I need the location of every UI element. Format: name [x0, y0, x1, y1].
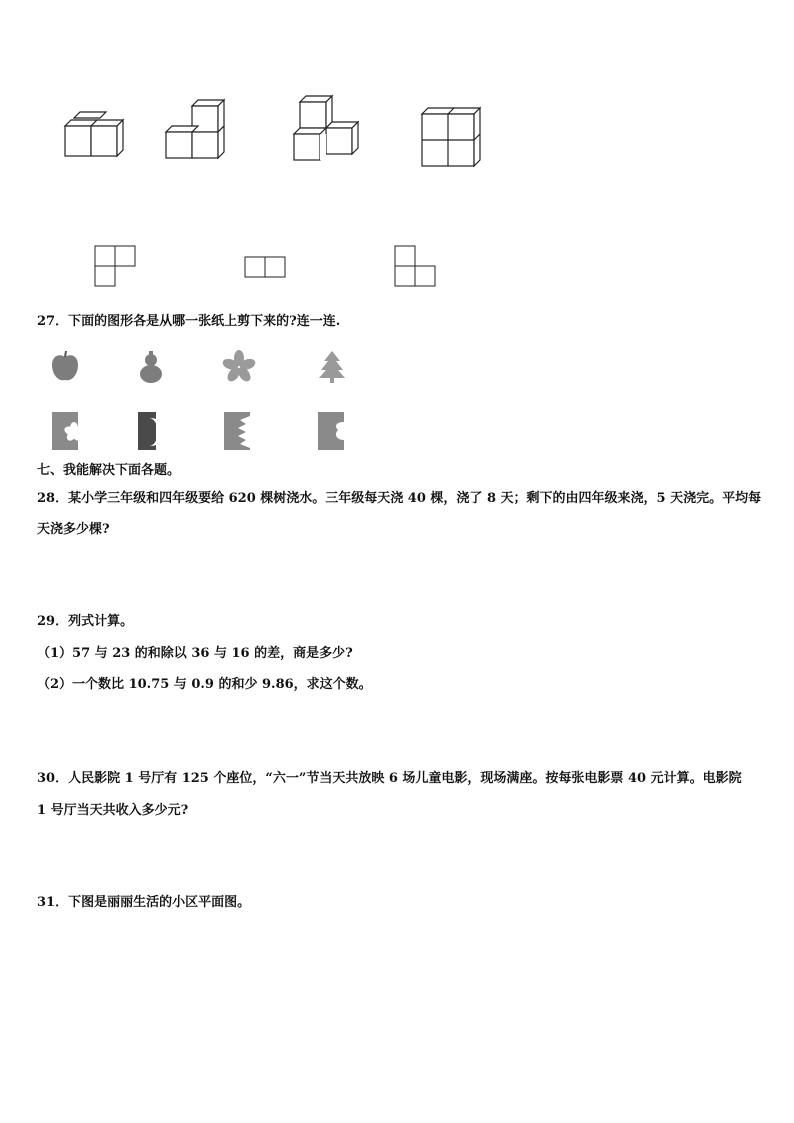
question-27: 27．下面的图形各是从哪一张纸上剪下来的?连一连. — [37, 314, 341, 329]
question-29-sub-2: （2）一个数比 10.75 与 0.9 的和少 9.86，求这个数。 — [37, 677, 372, 692]
l-shape-view — [94, 245, 138, 289]
two-squares-view — [244, 256, 288, 280]
question-30-line-1: 30．人民影院 1 号厅有 125 个座位，“六一”节当天共放映 6 场儿童电影，现场满座。按每张电影票 40 元计算。电影院 — [37, 771, 742, 786]
question-29: 29．列式计算。 — [37, 614, 134, 629]
paper-1 — [50, 410, 82, 452]
cube-solid-3 — [290, 92, 365, 164]
question-31: 31．下图是丽丽生活的小区平面图。 — [37, 895, 251, 910]
apple-shape — [50, 350, 80, 384]
flower-shape — [222, 350, 256, 384]
cube-solid-4 — [418, 104, 488, 170]
l-shape-view-2 — [394, 245, 438, 289]
question-28-line-2: 天浇多少棵? — [37, 522, 110, 537]
paper-4 — [316, 410, 348, 452]
tree-shape — [316, 350, 348, 384]
cube-solid-2 — [162, 98, 232, 163]
question-30-line-2: 1 号厅当天共收入多少元? — [37, 803, 189, 818]
gourd-shape — [136, 350, 166, 384]
cube-solid-1 — [60, 110, 130, 160]
question-29-sub-1: （1）57 与 23 的和除以 36 与 16 的差，商是多少? — [37, 646, 353, 661]
question-28-line-1: 28．某小学三年级和四年级要给 620 棵树浇水。三年级每天浇 40 棵，浇了 8 天；剩下的由四年级来浇，5 天浇完。平均每 — [37, 491, 762, 506]
section-7-heading: 七、我能解决下面各题。 — [37, 463, 181, 478]
paper-2 — [136, 410, 168, 452]
paper-3 — [222, 410, 254, 452]
